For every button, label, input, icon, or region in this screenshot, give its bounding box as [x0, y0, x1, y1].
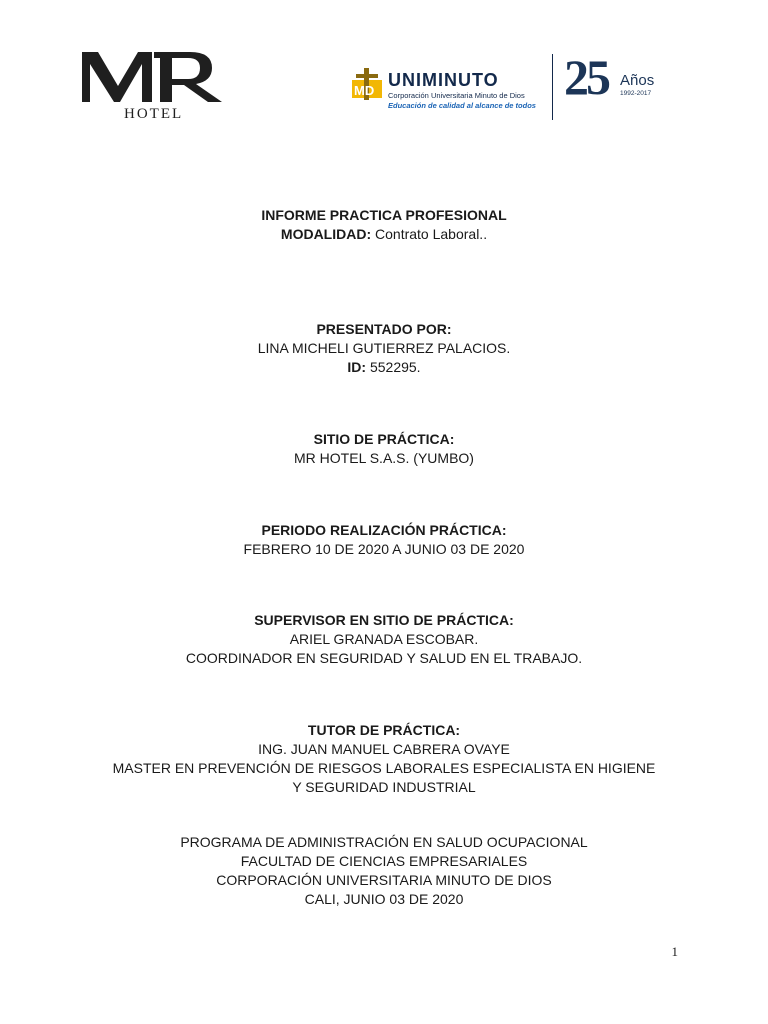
mr-hotel-logo: [80, 48, 230, 126]
uniminuto-name: UNIMINUTO: [388, 70, 499, 90]
logo-divider: [552, 54, 553, 120]
hotel-wordmark: HOTEL: [124, 106, 184, 122]
uniminuto-tagline-1: Corporación Universitaria Minuto de Dios: [388, 91, 525, 100]
modality-line: [40, 225, 728, 244]
anniversary-badge: [564, 49, 664, 122]
uniminuto-emblem-icon: [350, 66, 384, 102]
cover-content: [40, 206, 728, 909]
supervisor-label: SUPERVISOR EN SITIO DE PRÁCTICA:: [254, 612, 514, 628]
student-name: LINA MICHELI GUTIERREZ PALACIOS.: [257, 340, 511, 356]
modality-value: Contrato Laboral..: [371, 226, 488, 242]
site-label: SITIO DE PRÁCTICA:: [313, 431, 455, 447]
tutor-role-1: MASTER EN PREVENCIÓN DE RIESGOS LABORALES ESPECIALISTA EN HIGIENE: [112, 760, 656, 776]
place-date: CALI, JUNIO 03 DE 2020: [304, 891, 464, 907]
period-value: FEBRERO 10 DE 2020 A JUNIO 03 DE 2020: [243, 541, 525, 557]
id-label: ID:: [347, 359, 367, 375]
page-number: 1: [671, 944, 678, 959]
faculty-name: FACULTAD DE CIENCIAS EMPRESARIALES: [240, 853, 528, 869]
modality-label: MODALIDAD:: [280, 226, 372, 242]
mr-monogram-icon: [80, 48, 230, 106]
tutor-label: TUTOR DE PRÁCTICA:: [307, 722, 461, 738]
institution-name: CORPORACIÓN UNIVERSITARIA MINUTO DE DIOS: [216, 872, 552, 888]
anniversary-number: 25: [564, 49, 608, 105]
uniminuto-tagline-2: Educación de calidad al alcance de todos: [388, 101, 536, 110]
id-value: 552295.: [366, 359, 421, 375]
period-label: PERIODO REALIZACIÓN PRÁCTICA:: [261, 522, 507, 538]
anniversary-years: 1992-2017: [620, 90, 652, 97]
tutor-name: ING. JUAN MANUEL CABRERA OVAYE: [258, 741, 510, 757]
uniminuto-logo: [350, 49, 670, 126]
id-line: [40, 358, 728, 377]
supervisor-name: ARIEL GRANADA ESCOBAR.: [289, 631, 479, 647]
tutor-role-2: Y SEGURIDAD INDUSTRIAL: [292, 779, 476, 795]
anniversary-word: Años: [620, 72, 655, 89]
svg-text:MD: MD: [354, 83, 375, 98]
report-title: INFORME PRACTICA PROFESIONAL: [261, 207, 507, 223]
site-value: MR HOTEL S.A.S. (YUMBO): [294, 450, 474, 466]
supervisor-role: COORDINADOR EN SEGURIDAD Y SALUD EN EL TRABAJO.: [185, 650, 583, 666]
presented-label: PRESENTADO POR:: [316, 321, 452, 337]
program-name: PROGRAMA DE ADMINISTRACIÓN EN SALUD OCUPACIONAL: [180, 834, 588, 850]
